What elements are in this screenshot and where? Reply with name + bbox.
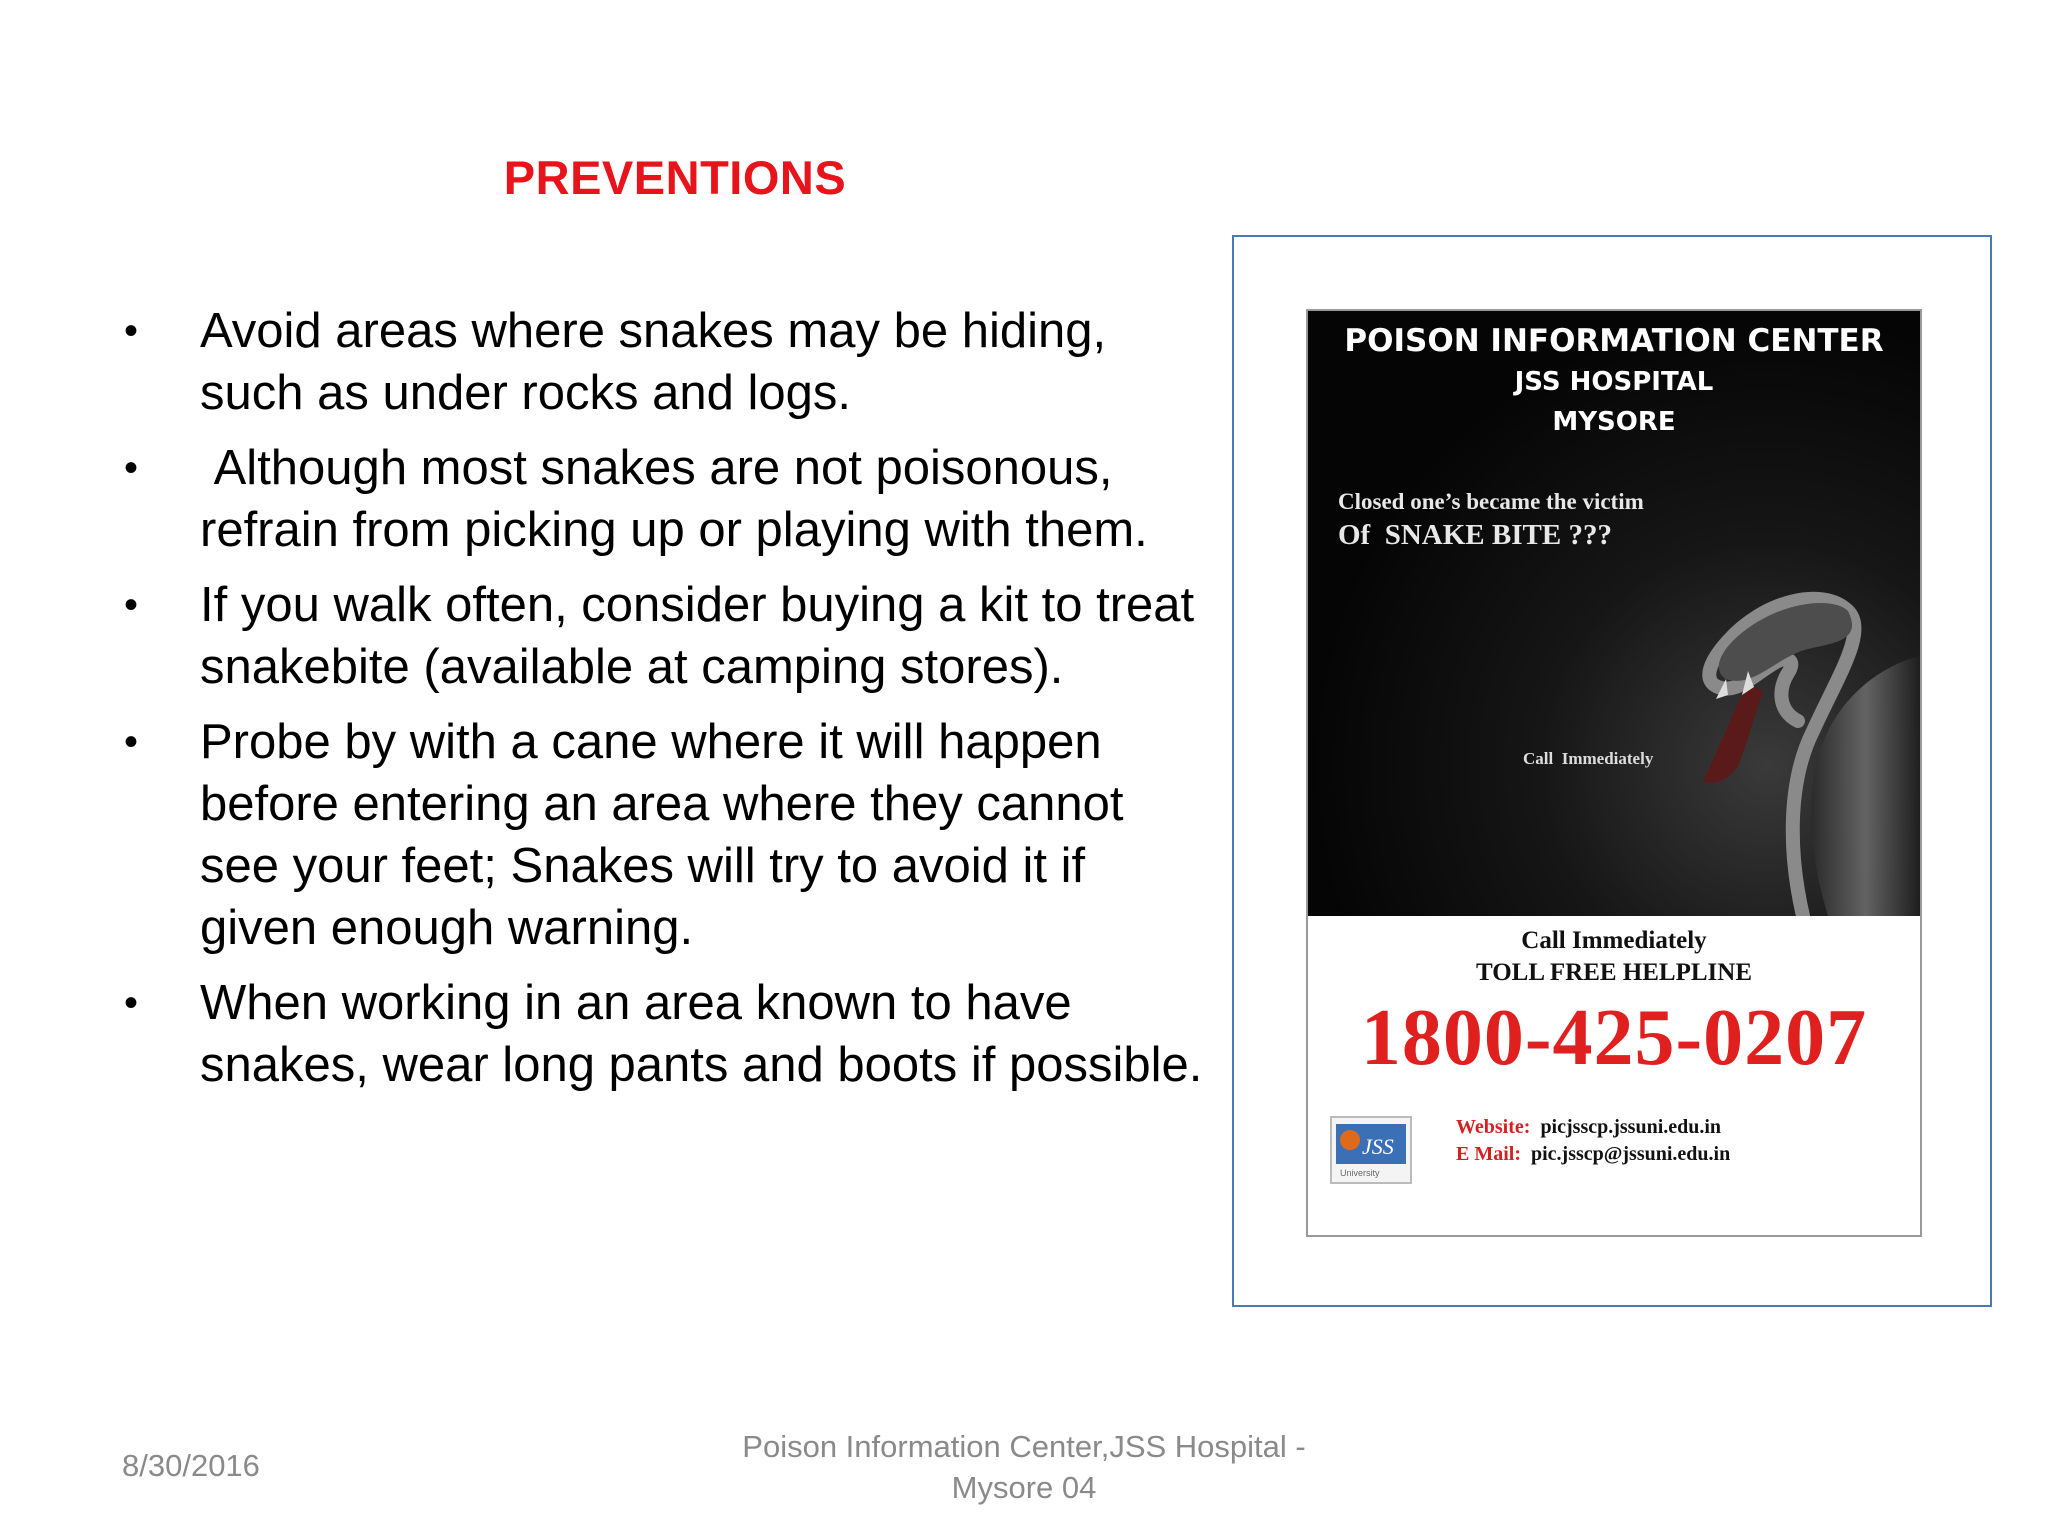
footer-line2: Mysore 04 bbox=[951, 1470, 1097, 1505]
logo-text: JSS bbox=[1362, 1134, 1394, 1159]
poster-call: Call Immediately bbox=[1521, 927, 1707, 954]
slide-title: PREVENTIONS bbox=[503, 151, 847, 204]
bullet-list bbox=[118, 300, 1213, 1109]
poster-phone-number: 1800-425-0207 bbox=[1360, 994, 1868, 1082]
bullet-text: If you walk often, consider buying a kit to treat snakebite (available at camping stores). bbox=[200, 578, 1195, 694]
cobra-illustration-icon bbox=[1308, 311, 1920, 916]
poison-center-poster bbox=[1306, 309, 1922, 1237]
list-item bbox=[118, 437, 1213, 561]
poster-question-line2: Of SNAKE BITE ??? bbox=[1338, 519, 1612, 551]
poster-call-small: Call Immediately bbox=[1523, 749, 1654, 768]
list-item bbox=[118, 300, 1213, 424]
poster-question-line1: Closed one’s became the victim bbox=[1338, 489, 1644, 514]
footer-date: 8/30/2016 bbox=[122, 1448, 260, 1483]
bullet-text: Although most snakes are not poisonous, refrain from picking up or playing with them. bbox=[200, 441, 1148, 557]
poster-heading: POISON INFORMATION CENTER bbox=[1344, 323, 1884, 359]
bullet-text: Avoid areas where snakes may be hiding, such as under rocks and logs. bbox=[200, 304, 1107, 420]
list-item bbox=[118, 574, 1213, 698]
bullet-icon: • bbox=[124, 981, 139, 1025]
bullet-icon: • bbox=[124, 720, 139, 764]
bullet-icon: • bbox=[124, 446, 139, 490]
list-item bbox=[118, 972, 1213, 1096]
footer-center bbox=[700, 1426, 1348, 1508]
bullet-icon: • bbox=[124, 309, 139, 353]
bullet-text: When working in an area known to have snakes, wear long pants and boots if possible. bbox=[200, 976, 1203, 1092]
email-label: E Mail: bbox=[1456, 1143, 1521, 1165]
poster-header bbox=[1308, 311, 1920, 916]
website-label: Website: bbox=[1456, 1116, 1531, 1138]
poster-frame bbox=[1232, 235, 1992, 1307]
poster-city: MYSORE bbox=[1552, 407, 1676, 437]
poster-toll-free: TOLL FREE HELPLINE bbox=[1475, 959, 1752, 986]
bullet-icon: • bbox=[124, 583, 139, 627]
poster-email bbox=[1456, 1143, 1730, 1166]
email-value: pic.jsscp@jssuni.edu.in bbox=[1531, 1143, 1731, 1165]
poster-hospital: JSS HOSPITAL bbox=[1514, 367, 1714, 397]
poster-website bbox=[1456, 1116, 1721, 1139]
footer-line1: Poison Information Center,JSS Hospital - bbox=[742, 1429, 1306, 1464]
jss-logo-mark-icon bbox=[1332, 1118, 1410, 1182]
website-value: picjsscp.jssuni.edu.in bbox=[1540, 1116, 1722, 1138]
list-item bbox=[118, 711, 1213, 959]
bullet-text: Probe by with a cane where it will happen before entering an area where they cannot see your feet; Snakes will try to avoid it if given enough warning. bbox=[200, 715, 1124, 955]
jss-logo-icon bbox=[1330, 1116, 1412, 1184]
logo-subtext: University bbox=[1340, 1168, 1380, 1178]
